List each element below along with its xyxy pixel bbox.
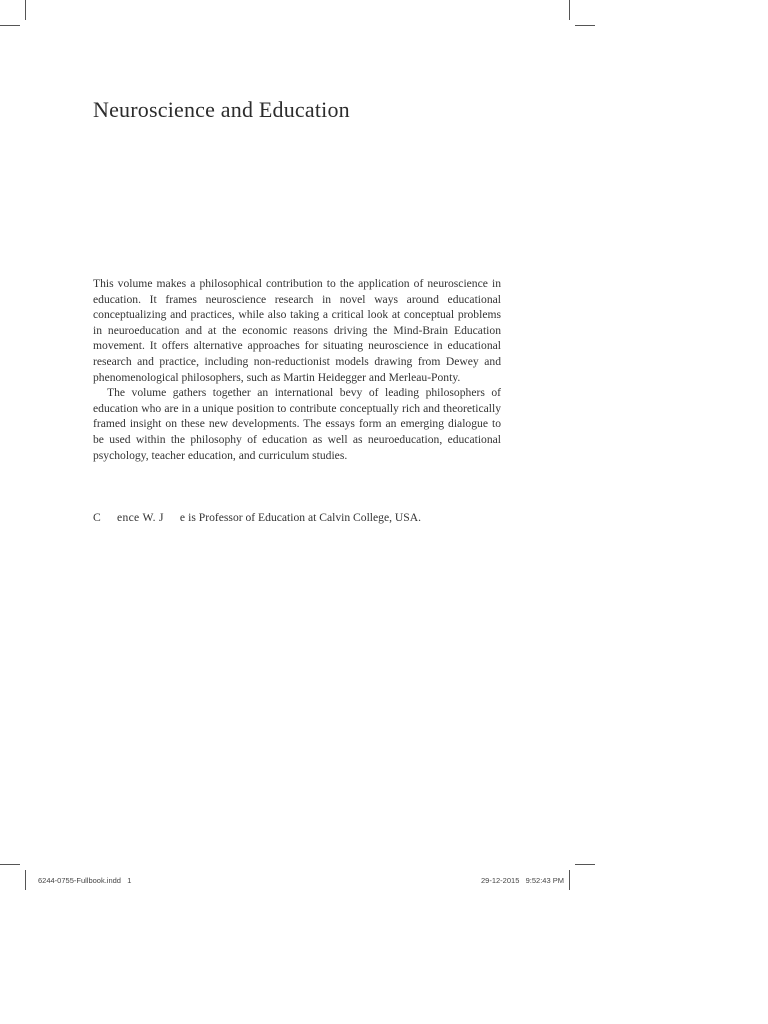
description-paragraph-1: This volume makes a philosophical contribution to the application of neuroscience in education. It frames neuroscience research in novel ways around educational conceptualizing and practices, while also taking a critical look at conceptual problems in neuroeducation and at the economic reasons driving the Mind-Brain Education movement. It offers alternative approaches for situating neuroscience in educational research and practice, including non-reductionist models drawing from Dewey and phenomenological philosophers, such as Martin Heidegger and Merleau-Ponty.	[93, 277, 501, 384]
book-description	[93, 276, 501, 463]
crop-mark-bottom-left-h	[0, 864, 20, 865]
author-bio	[93, 510, 513, 526]
author-name: C ence W. J e	[93, 511, 186, 524]
crop-mark-bottom-left	[25, 870, 26, 890]
crop-mark-top-left	[25, 0, 26, 20]
author-bio-text: is Professor of Education at Calvin College, USA.	[185, 511, 421, 524]
slug-file-name: 6244-0755-Fullbook.indd 1	[38, 876, 132, 885]
slug-timestamp: 29-12-2015 9:52:43 PM	[481, 876, 564, 885]
crop-mark-top-left-h	[0, 25, 20, 26]
crop-mark-bottom-right-h	[575, 864, 595, 865]
book-title: Neuroscience and Education	[93, 97, 350, 122]
crop-mark-bottom-right	[569, 870, 570, 890]
crop-mark-top-right	[569, 0, 570, 20]
description-paragraph-2: The volume gathers together an international bevy of leading philosophers of education who are in a unique position to contribute conceptually rich and theoretically framed insight on these new developments. The essays form an emerging dialogue to be used within the philosophy of education as well as neuroeducation, educational psychology, teacher education, and curriculum studies.	[93, 386, 501, 462]
crop-mark-top-right-h	[575, 25, 595, 26]
